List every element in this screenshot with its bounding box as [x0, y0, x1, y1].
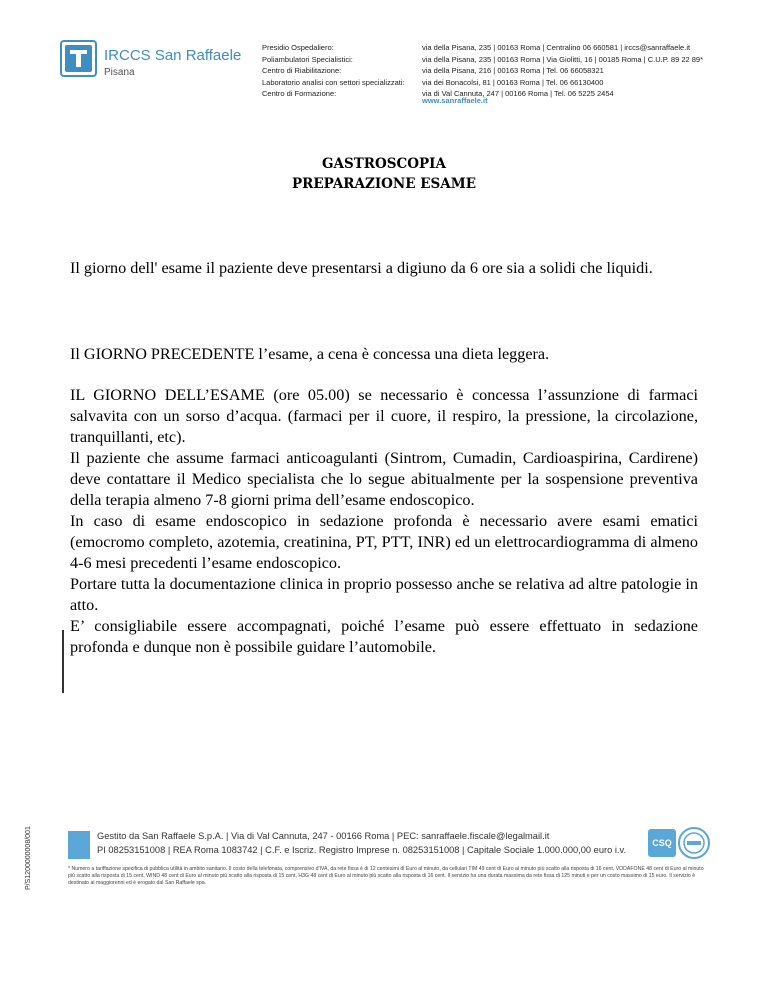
contact-label: Centro di Riabilitazione: — [262, 66, 342, 75]
footer-line-1: Gestito da San Raffaele S.p.A. | Via di Val Cannuta, 247 - 00166 Roma | PEC: sanraffaele.fiscale@legalmail.it — [97, 831, 550, 841]
contact-value: via di Val Cannuta, 247 | 00166 Roma | Tel. 06 5225 2454 — [422, 89, 614, 98]
contact-row — [262, 77, 703, 89]
certification-seal-icon — [678, 827, 710, 859]
paragraph-exam-day: IL GIORNO DELL’ESAME (ore 05.00) se necessario è concessa l’assunzione di farmaci salvavita con un sorso d’acqua. (farmaci per il cuore, il respiro, la pressione, la circolazione, tranquillanti, etc). — [70, 386, 698, 446]
header-contacts — [262, 42, 703, 100]
website-link[interactable]: www.sanraffaele.it — [422, 96, 488, 105]
footer-line-2: PI 08253151008 | REA Roma 1083742 | C.F. e Iscriz. Registro Imprese n. 08253151008 | Capitale Sociale 1.000.000,00 euro i.v. — [97, 845, 627, 855]
contact-value: via della Pisana, 235 | 00163 Roma | Centralino 06 660581 | irccs@sanraffaele.it — [422, 43, 691, 52]
paragraph-documentation: Portare tutta la documentazione clinica in proprio possesso anche se relativa ad altre patologie in atto. — [70, 575, 698, 614]
contact-value: via della Pisana, 216 | 00163 Roma | Tel. 06 66058321 — [422, 66, 604, 75]
logo-city: Pisana — [104, 67, 135, 78]
contact-row — [262, 54, 703, 66]
csq-certification-icon — [648, 829, 676, 857]
footer-fine-print: * Numero a tariffazione specifica di pubblica utilità in ambito sanitario. Il costo della telefonata, comprensivo d'IVA, da rete fissa è di 12 centesimi di Euro al minuto, da cellulari TIM 49 cent di Euro al minuto più scatto alla risposta di 16 cent, VODAFONE 48 cent di Euro al minuto più scatto alla risposta di 15 cent, WIND 48 cent di Euro al minuto più scatto alla risposta di 15 cent, H3G 48 cent di Euro al minuto più scatto alla risposta di 16 cent. Il servizio ha una durata massima da rete fissa di 125 minuti e per un costo massimo di 15 euro. Il servizio è destinato ai maggiorenni ed è erogato dal San Raffaele spa. — [68, 866, 704, 886]
contact-label: Poliambulatori Specialistici: — [262, 54, 353, 64]
paragraph-anticoagulants: Il paziente che assume farmaci anticoagulanti (Sintrom, Cumadin, Cardioaspirina, Cardirene) deve contattare il Medico specialista che lo segue abitualmente per la sospensione preventiva della terapia almeno 7-8 giorni prima dell’esame endoscopico. — [70, 449, 698, 509]
contact-value: via della Pisana, 235 | 00163 Roma | Via Giolitti, 16 | 00185 Roma | C.U.P. 89 22 89* — [422, 54, 704, 64]
paragraph-fasting: Il giorno dell' esame il paziente deve presentarsi a digiuno da 6 ore sia a solidi che liquidi. — [70, 259, 653, 277]
document-code: P/S1200000008/001 — [25, 826, 32, 890]
paragraph-day-before: Il GIORNO PRECEDENTE l’esame, a cena è concessa una dieta leggera. — [70, 345, 550, 363]
footer-color-block — [68, 831, 90, 859]
contact-value: via dei Bonacolsi, 81 | 00163 Roma | Tel. 06 66130400 — [422, 77, 604, 87]
logo-t-icon — [60, 40, 97, 77]
contact-label: Laboratorio analisi con settori specializzati: — [262, 77, 405, 87]
document-subtitle: PREPARAZIONE ESAME — [291, 176, 476, 192]
contact-row — [262, 65, 703, 77]
paragraph-sedation-tests: In caso di esame endoscopico in sedazione profonda è necessario avere esami ematici (emocromo completo, azotemia, creatinina, PT, PTT, INR) ed un elettrocardiogramma di almeno 4-6 mesi precedenti l’esame endoscopico. — [70, 512, 698, 572]
instructions-block — [70, 385, 698, 658]
paragraph-companion: E’ consigliabile essere accompagnati, poiché l’esame può essere effettuato in sedazione profonda e dunque non è possibile guidare l’automobile. — [70, 617, 698, 656]
csq-badge-label: CSQ — [652, 838, 672, 848]
contact-label: Presidio Ospedaliero: — [262, 43, 334, 52]
document-title: GASTROSCOPIA — [322, 156, 446, 172]
margin-bar — [62, 630, 64, 693]
logo-name: IRCCS San Raffaele — [104, 47, 242, 64]
contact-row — [262, 42, 703, 54]
contact-label: Centro di Formazione: — [262, 89, 337, 98]
logo — [60, 40, 250, 95]
